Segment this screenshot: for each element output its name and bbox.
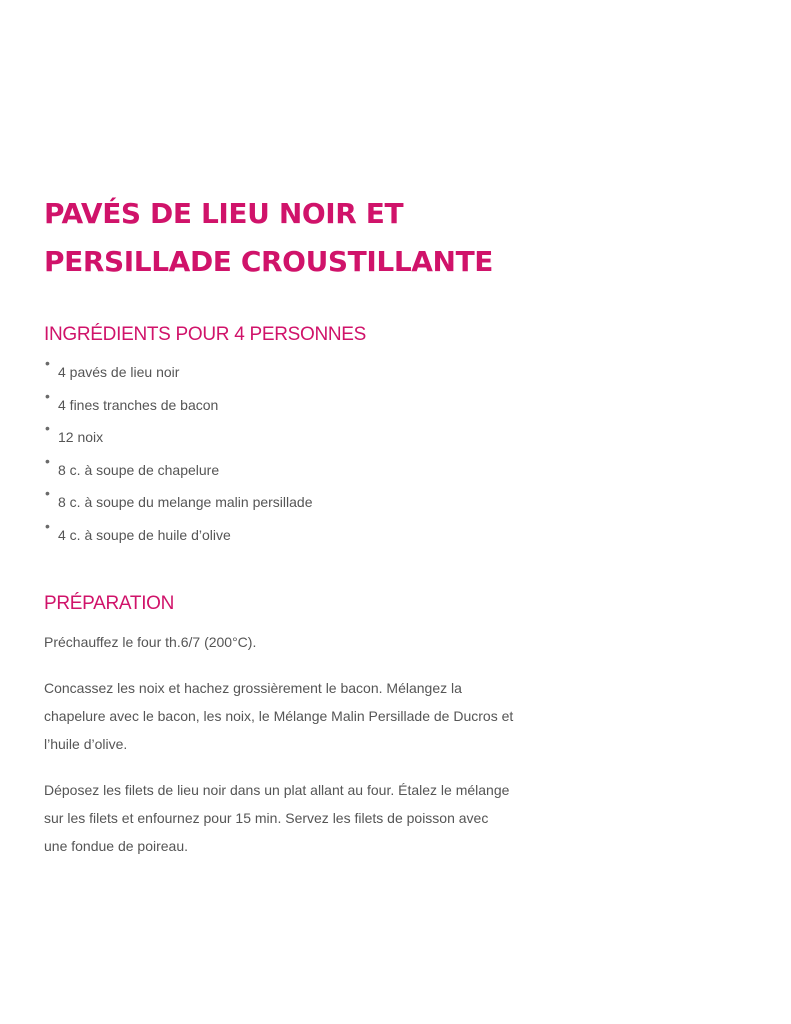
ingredient-text: 4 c. à soupe de huile d’olive bbox=[58, 526, 231, 543]
preparation-step: Concassez les noix et hachez grossièrement le bacon. Mélangez la chapelure avec le bacon, les noix, le Mélange Malin Persillade de Ducros et l’huile d’olive. bbox=[44, 680, 514, 752]
bullet-icon: • bbox=[45, 517, 50, 534]
preparation-step: Déposez les filets de lieu noir dans un plat allant au four. Étalez le mélange sur les filets et enfournez pour 15 min. Servez les filets de poisson avec une fondue de poireau. bbox=[44, 782, 510, 854]
recipe-title bbox=[44, 190, 493, 286]
ingredient-item bbox=[44, 485, 313, 523]
preparation-heading: PRÉPARATION bbox=[44, 593, 175, 614]
bullet-icon: • bbox=[45, 387, 50, 404]
ingredient-text: 8 c. à soupe de chapelure bbox=[58, 461, 220, 478]
bullet-icon: • bbox=[45, 420, 50, 436]
ingredient-item bbox=[44, 355, 313, 393]
ingredient-item bbox=[44, 452, 313, 491]
ingredient-text: 8 c. à soupe du melange malin persillade bbox=[58, 494, 313, 510]
preparation-steps bbox=[44, 628, 514, 878]
ingredient-item bbox=[44, 420, 313, 458]
recipe-title-line-1: PAVÉS DE LIEU NOIR ET bbox=[44, 197, 404, 230]
bullet-icon: • bbox=[45, 485, 50, 501]
ingredient-text: 12 noix bbox=[58, 429, 104, 445]
preparation-step: Préchauffez le four th.6/7 (200°C). bbox=[44, 634, 257, 650]
bullet-icon: • bbox=[45, 355, 50, 371]
ingredient-text: 4 fines tranches de bacon bbox=[58, 396, 219, 413]
ingredient-text: 4 pavés de lieu noir bbox=[58, 364, 180, 380]
ingredients-heading: INGRÉDIENTS POUR 4 PERSONNES bbox=[44, 324, 367, 345]
ingredients-list bbox=[44, 355, 313, 555]
ingredient-item bbox=[44, 517, 313, 556]
bullet-icon: • bbox=[45, 452, 50, 469]
recipe-title-line-2: PERSILLADE CROUSTILLANTE bbox=[44, 245, 494, 278]
ingredient-item bbox=[44, 387, 313, 426]
